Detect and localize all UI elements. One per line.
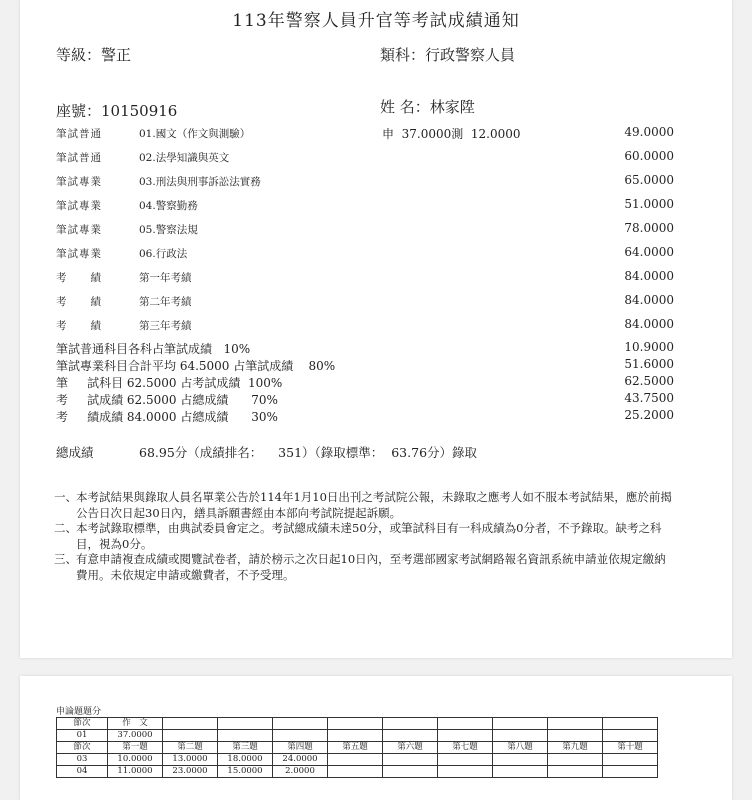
subject-row [20,196,732,218]
candidate-name-field: 姓 名：林家陞 [380,98,475,116]
subject-row [20,148,732,170]
table-cell [438,730,493,742]
note-text: 本考試錄取標準，由典試委員會定之。考試總成績未達50分，或筆試科目有一科成績為0分者，不予錄取。缺考之科目，視為0分。 [76,521,662,551]
note-number: 二、 [54,521,77,535]
note-item [54,552,674,583]
table-cell: 第五題 [328,742,383,754]
subject-score: 64.0000 [624,245,674,259]
table-cell [273,718,328,730]
table-cell: 13.0000 [163,754,218,766]
table-cell [493,718,548,730]
table-cell [493,754,548,766]
table-cell [603,766,658,778]
table-cell: 11.0000 [108,766,163,778]
calculation-text: 筆試專業科目合計平均 64.5000 占筆試成績 80% [56,359,336,373]
essay-score-table [56,717,658,778]
table-cell: 01 [57,730,108,742]
table-cell [493,766,548,778]
category-field: 類科：行政警察人員 [380,46,516,64]
table-cell [273,730,328,742]
subject-row [20,244,732,266]
note-text: 有意申請複查成績或閱覽試卷者，請於榜示之次日起10日內，至考選部國家考試網路報名資訊系統申請並依規定繳納費用。未依規定申請或繳費者，不予受理。 [76,552,666,582]
table-header-row [57,742,658,754]
table-cell: 23.0000 [163,766,218,778]
subject-name: 第一年考績 [139,272,192,284]
subject-row [20,268,732,290]
subject-category: 筆試專業 [56,176,102,188]
calculation-score: 43.7500 [624,391,674,405]
subject-name: 06.行政法 [139,248,188,260]
subject-score: 78.0000 [624,221,674,235]
table-cell: 37.0000 [108,730,163,742]
subject-score: 65.0000 [624,173,674,187]
table-cell: 節次 [57,718,108,730]
subject-row [20,172,732,194]
table-cell [328,730,383,742]
calculation-score: 62.5000 [624,374,674,388]
table-cell: 第六題 [383,742,438,754]
table-cell: 第三題 [218,742,273,754]
table-cell: 24.0000 [273,754,328,766]
calculation-score: 51.6000 [624,357,674,371]
subject-category: 筆試普通 [56,152,102,164]
subject-category: 筆試普通 [56,128,102,140]
subject-category: 考 績 [56,272,102,284]
subject-name: 第三年考績 [139,320,192,332]
calculation-text: 筆 試科目 62.5000 占考試成績 100% [56,376,283,390]
table-cell: 第二題 [163,742,218,754]
calculation-score: 25.2000 [624,408,674,422]
subject-score: 84.0000 [624,269,674,283]
table-cell [383,766,438,778]
table-cell: 03 [57,754,108,766]
calculation-text: 筆試普通科目各科占筆試成績 10% [56,342,251,356]
essay-table-title: 申論題題分 [56,707,102,717]
table-cell [163,718,218,730]
notes-section [54,490,674,583]
calculation-row [20,340,732,356]
subject-row [20,292,732,314]
subject-row [20,220,732,242]
subject-name: 05.警察法規 [139,224,198,236]
table-cell [328,766,383,778]
seat-number-field: 座號：10150916 [56,102,178,120]
table-cell [328,754,383,766]
table-header-row [57,718,658,730]
table-cell [493,730,548,742]
subject-row [20,124,732,146]
subject-score: 84.0000 [624,293,674,307]
subject-name: 02.法學知識與英文 [139,152,230,164]
subject-row [20,316,732,338]
calculation-row [20,357,732,373]
table-cell: 節次 [57,742,108,754]
note-number: 三、 [54,552,77,566]
subject-score: 84.0000 [624,317,674,331]
table-cell: 第九題 [548,742,603,754]
score-notice-page [20,0,732,658]
document-title: 113年警察人員升官等考試成績通知 [232,11,520,31]
table-cell: 15.0000 [218,766,273,778]
table-cell [548,766,603,778]
table-cell [438,766,493,778]
table-cell: 第八題 [493,742,548,754]
total-label: 總成績 [56,445,94,460]
note-item [54,521,674,552]
table-cell: 第七題 [438,742,493,754]
note-number: 一、 [54,490,77,504]
table-cell [218,730,273,742]
subject-score: 49.0000 [624,125,674,139]
table-cell: 10.0000 [108,754,163,766]
table-cell: 作 文 [108,718,163,730]
table-cell [603,730,658,742]
table-row [57,766,658,778]
table-cell [328,718,383,730]
calculation-score: 10.9000 [624,340,674,354]
table-cell [383,754,438,766]
table-cell: 第四題 [273,742,328,754]
calculation-row [20,391,732,407]
essay-score-page [20,676,732,800]
table-cell: 第十題 [603,742,658,754]
note-text: 本考試結果與錄取人員名單業公告於114年1月10日出刊之考試院公報，未錄取之應考人如不服本考試結果，應於前揭公告日次日起30日內，繕具訴願書經由本部向考試院提起訴願。 [76,490,672,520]
table-cell [548,730,603,742]
subject-name: 第二年考績 [139,296,192,308]
table-cell [438,718,493,730]
table-cell: 18.0000 [218,754,273,766]
table-row [57,730,658,742]
table-cell [383,730,438,742]
table-cell [218,718,273,730]
table-row [57,754,658,766]
subject-breakdown: 申 37.0000測 12.0000 [382,127,521,141]
subject-score: 51.0000 [624,197,674,211]
table-cell: 04 [57,766,108,778]
table-cell [603,754,658,766]
subject-name: 01.國文（作文與測驗） [139,128,251,140]
subject-category: 筆試專業 [56,248,102,260]
subject-category: 考 績 [56,296,102,308]
subject-category: 筆試專業 [56,224,102,236]
subject-category: 考 績 [56,320,102,332]
subject-name: 04.警察勤務 [139,200,198,212]
note-item [54,490,674,521]
total-score-line: 68.95分（成績排名： 351）（錄取標準： 63.76分）錄取 [139,445,478,460]
table-cell [548,754,603,766]
subject-category: 筆試專業 [56,200,102,212]
subject-name: 03.刑法與刑事訴訟法實務 [139,176,261,188]
table-cell [163,730,218,742]
calculation-text: 考 績成績 84.0000 占總成績 30% [56,410,278,424]
table-cell [603,718,658,730]
table-cell [548,718,603,730]
calculation-row [20,374,732,390]
subject-score: 60.0000 [624,149,674,163]
calculation-row [20,408,732,424]
table-cell: 第一題 [108,742,163,754]
table-cell [383,718,438,730]
table-cell: 2.0000 [273,766,328,778]
calculation-text: 考 試成績 62.5000 占總成績 70% [56,393,278,407]
table-cell [438,754,493,766]
grade-field: 等級：警正 [56,46,132,64]
